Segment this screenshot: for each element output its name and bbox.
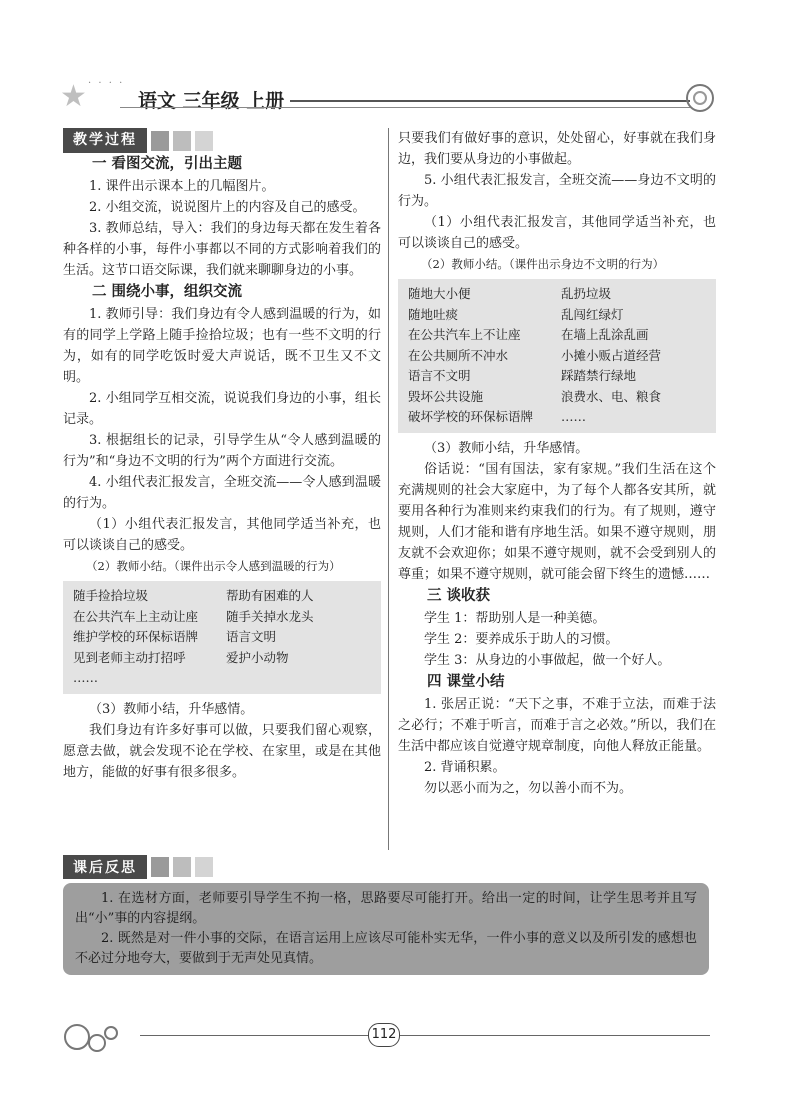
list-item: 在墙上乱涂乱画	[561, 327, 649, 342]
paragraph: 1. 在选材方面，老师要引导学生不拘一格，思路要尽可能打开。给出一定的时间，让学生思考并且写出“小”事的内容提纲。	[75, 891, 697, 926]
section-label: 课后反思	[63, 855, 147, 879]
paragraph: 2. 小组交流，说说图片上的内容及自己的感受。	[89, 200, 366, 215]
paragraph: （1）小组代表汇报发言，其他同学适当补充，也可以谈谈自己的感受。	[398, 215, 716, 251]
paragraph: 勿以恶小而为之，勿以善小而不为。	[424, 780, 633, 796]
swirl-icon	[686, 84, 714, 112]
decor-block	[195, 131, 213, 151]
paragraph: （3）教师小结，升华感情。	[424, 440, 589, 456]
section-label: 教学过程	[63, 128, 147, 153]
left-column	[63, 128, 381, 783]
paragraph: 3. 教师总结，导入：我们的身边每天都在发生着各种各样的小事，每件小事都以不同的方式影响着我们的生活。这节口语交际课，我们就来聊聊身边的小事。	[63, 221, 381, 278]
list-item: 爱护小动物	[226, 649, 289, 665]
paragraph: （2）教师小结。（课件出示令人感到温暖的行为）	[86, 559, 341, 573]
list-item: 毁坏公共设施	[408, 388, 484, 404]
header-rule-bold	[290, 100, 690, 102]
list-item: 随手捡拾垃圾	[73, 588, 149, 603]
heading: 四 课堂小结	[427, 673, 505, 690]
decor-block	[151, 131, 169, 151]
decor-block	[173, 857, 191, 877]
list-item: 语言文明	[226, 629, 277, 644]
list-item: 破坏学校的环保标语牌	[408, 409, 534, 424]
paragraph: 学生 3：从身边的小事做起，做一个好人。	[424, 652, 671, 668]
star-icon: ★	[60, 79, 87, 114]
heading: 一 看图交流，引出主题	[92, 156, 243, 172]
paragraph: 5. 小组代表汇报发言，全班交流——身边不文明的行为。	[398, 173, 716, 209]
paragraph: 3. 根据组长的记录，引导学生从“令人感到温暖的行为”和“身边不文明的行为”两个方面进行交流。	[63, 433, 381, 469]
section-tag-teaching	[63, 128, 381, 153]
book-title: 语文 三年级 上册	[138, 90, 285, 112]
paragraph: （3）教师小结，升华感情。	[89, 701, 254, 717]
paragraph: 1. 教师引导：我们身边有令人感到温暖的行为，如有的同学上学路上随手捡拾垃圾；也有一些不文明的行为，如有的同学吃饭时爱大声说话，既不卫生又不文明。	[63, 307, 381, 385]
list-item: 在公共汽车上主动让座	[73, 608, 199, 624]
paragraph: （1）小组代表汇报发言，其他同学适当补充，也可以谈谈自己的感受。	[63, 517, 381, 553]
paragraph: 1. 张居正说：“天下之事，不难于立法，而难于法之必行；不难于听言，而难于言之必效。”所以，我们在生活中都应该自觉遵守规章制度，向他人释放正能量。	[398, 696, 716, 754]
paragraph: （2）教师小结。（课件出示身边不文明的行为）	[421, 257, 665, 271]
list-item: 浪费水、电、粮食	[561, 388, 662, 404]
list-item: 乱扔垃圾	[561, 286, 612, 301]
paragraph: 俗话说：“国有国法，家有家规。”我们生活在这个充满规则的社会大家庭中，为了每个人都各安其所，就要用各种行为准则来约束我们的行为。有了规则，遵守规则，人们才能和谐有序地生活。如果不遵守规则，朋友就不会欢迎你；如果不遵守规则，就不会受到别人的尊重；如果不遵守规则，就可能会留下终生的遗憾……	[398, 461, 716, 582]
paragraph: 1. 课件出示课本上的几幅图片。	[89, 179, 275, 194]
list-item: 在公共汽车上不让座	[408, 327, 521, 342]
list-item: ……	[73, 670, 98, 685]
list-item: 乱闯红绿灯	[561, 306, 624, 322]
paragraph: 2. 小组同学互相交流，说说我们身边的小事，组长记录。	[63, 391, 381, 427]
decor-block	[151, 857, 169, 877]
right-column	[398, 128, 716, 799]
paragraph: 2. 既然是对一件小事的交际，在语言运用上应该尽可能朴实无华，一件小事的意义以及所引发的感想也不必过分地夸大，要做到于无声处见真情。	[75, 931, 697, 966]
page-header	[60, 78, 720, 118]
list-item: 随地吐痰	[408, 306, 459, 322]
warm-behaviors-box	[63, 581, 381, 694]
paragraph: 学生 1：帮助别人是一种美德。	[424, 610, 606, 626]
list-item: 见到老师主动打招呼	[73, 649, 186, 665]
paragraph: 学生 2：要养成乐于助人的习惯。	[424, 631, 619, 647]
paragraph: 我们身边有许多好事可以做，只要我们留心观察，愿意去做，就会发现不论在学校、在家里，或是在其他地方，能做的好事有很多很多。	[63, 722, 381, 780]
circle-decoration	[64, 1024, 90, 1050]
list-item: 小摊小贩占道经营	[561, 347, 662, 363]
decor-block	[173, 131, 191, 151]
list-item: 随手关掉水龙头	[226, 608, 314, 624]
footer-rule	[140, 1035, 710, 1036]
list-item: 语言不文明	[408, 368, 471, 383]
heading: 三 谈收获	[427, 587, 491, 604]
list-item: 帮助有困难的人	[226, 588, 314, 603]
column-divider	[388, 128, 389, 850]
paragraph: 2. 背诵积累。	[424, 759, 506, 775]
circle-decoration	[88, 1034, 106, 1052]
circle-decoration	[104, 1026, 118, 1040]
page-number: 112	[368, 1023, 400, 1047]
decor-block	[195, 857, 213, 877]
section-tag-reflection	[63, 855, 213, 879]
reflection-box	[63, 883, 709, 975]
list-item: 踩踏禁行绿地	[561, 368, 637, 383]
list-item: 在公共厕所不冲水	[408, 347, 509, 363]
page-footer	[60, 1022, 720, 1062]
list-item: 随地大小便	[408, 286, 471, 301]
paragraph: 4. 小组代表汇报发言，全班交流——令人感到温暖的行为。	[63, 475, 381, 511]
paragraph: 只要我们有做好事的意识，处处留心，好事就在我们身边，我们要从身边的小事做起。	[398, 131, 716, 167]
list-item: 维护学校的环保标语牌	[73, 629, 199, 644]
header-rule	[120, 107, 690, 108]
list-item: ……	[561, 409, 586, 424]
decorative-dots: · · · ·	[88, 78, 125, 89]
heading: 二 围绕小事，组织交流	[92, 284, 243, 300]
uncivil-behaviors-box	[398, 279, 716, 433]
